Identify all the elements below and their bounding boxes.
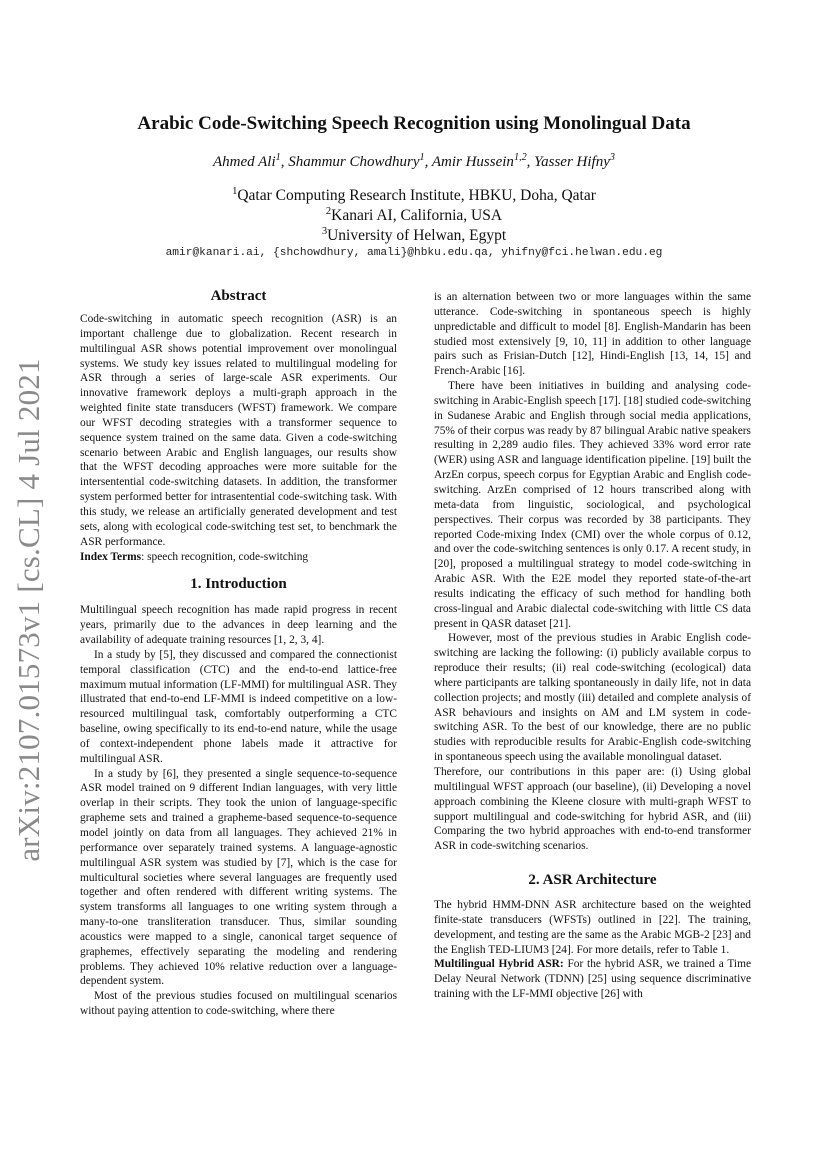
affil-sup: 3 xyxy=(321,225,328,237)
index-terms xyxy=(80,550,397,565)
affil-sup: 2 xyxy=(325,205,332,217)
affiliation xyxy=(0,206,828,226)
right-column xyxy=(434,290,751,1002)
author-name: Ahmed Ali xyxy=(213,154,276,170)
body-paragraph: is an alternation between two or more languages within the same utterance. Code-switching in spontaneous speech is highly unpredictable and difficult to model [8]. English-Mandarin has been studied most extensively [9, 10, 11] in addition to other language pairs such as Frisian-Dutch [12], Hindi-English [13, 14, 15] and French-Arabic [16]. xyxy=(434,291,751,378)
author-name: Yasser Hifny xyxy=(534,154,610,170)
affil-text: Qatar Computing Research Institute, HBKU, Doha, Qatar xyxy=(237,187,596,204)
body-paragraph xyxy=(434,957,751,1002)
author-list: Ahmed Ali$^1$, Shammur Chowdhury$^1$, Amir Hussein$^{1,2}$, Yasser Hifny$^3$ xyxy=(213,152,615,170)
abstract-text: Code-switching in automatic speech recognition (ASR) is an important challenge due to globalization. Recent research in multilingual ASR shows potential improvement over monolingual systems. We study key issues related to multilingual modeling for ASR through a series of large-scale ASR experiments. Our innovative framework deploys a multi-graph approach in the weighted finite state transducers (WFST) framework. We compare our WFST decoding strategies with a transformer sequence to sequence system trained on the same data. Given a code-switching scenario between Arabic and English languages, our results show that the WFST decoding approaches were more suitable for the intersentential code-switching datasets. In addition, the transformer system performed better for intrasentential code-switching task. With this study, we release an artificially generated development and test sets, along with ecological code-switching test set, to benchmark the ASR performance. xyxy=(80,313,397,548)
affil-text: Kanari AI, California, USA xyxy=(331,207,503,224)
arxiv-sidebar-stamp xyxy=(4,358,54,862)
arxiv-id: arXiv:2107.01573v1 [cs.CL] 4 Jul 2021 xyxy=(11,358,46,862)
author-name: Amir Hussein xyxy=(431,154,514,170)
author-sup: 1 xyxy=(275,152,281,163)
author-sup: 3 xyxy=(609,152,615,163)
index-terms-label: Index Terms xyxy=(80,550,142,563)
asr-architecture-heading: 2. ASR Architecture xyxy=(528,872,657,889)
intro-paragraph: Most of the previous studies focused on multilingual scenarios without paying attention to code-switching, where there xyxy=(80,990,397,1018)
intro-paragraph: Multilingual speech recognition has made rapid progress in recent years, primarily due to the advances in deep learning and the availability of adequate training resources [1, 2, 3, 4]. xyxy=(80,604,397,647)
multilingual-hybrid-label: Multilingual Hybrid ASR: xyxy=(434,958,564,971)
body-paragraph: However, most of the previous studies in Arabic English code-switching are lacking the following: (i) publicly available corpus to reproduce their results; (ii) real code-switching (ecological) data where participants are talking spontaneously in daily life, not in data collection projects; and mostly (iii) detailed and complete analysis of ASR behaviours and insights on AM and LM system in code-switching ASR. To the best of our knowledge, there are no public studies with reproducible results for Arabic-English code-switching in spontaneous speech using the available monolingual dataset. xyxy=(434,632,751,764)
intro-paragraph: In a study by [5], they discussed and compared the connectionist temporal classification (CTC) and the end-to-end lattice-free maximum mutual information (LF-MMI) for multilingual ASR. They illustrated that end-to-end LF-MMI is indeed competitive on a low-resourced multilingual task, comfortably outperforming a CTC baseline, owing specifically to its end-to-end nature, while the usage of context-independent phone labels made it attractive for multilingual ASR. xyxy=(80,648,397,765)
abstract-heading: Abstract xyxy=(210,288,267,304)
body-paragraph: There have been initiatives in building and analysing code-switching in Arabic-English speech [17]. [18] studied code-switching in Sudanese Arabic and English through social media applications, 75% of their corpus was ready by 87 bilingual Arabic native speakers resulting in 2,289 audio files. They achieved 33% word error rate (WER) using ASR and language identification pipeline. [19] built the ArzEn corpus, speech corpus for Egyptian Arabic and English code-switching. ArzEn comprised of 12 hours transcribed along with meta-data from linguistic, sociological, and psychological perspectives. Their corpus was recorded by 38 participants. They reported Code-mixing Index (CMI) over the whole corpus of 0.12, and over the code-switching sentences is only 0.17. A recent study, in [20], proposed a multilingual strategy to model code-switching in Arabic ASR. With the E2E model they reported state-of-the-art results indicating the efficacy of such method for handling both cross-lingual and Arabic dialectal code-switching with little CS data present in QASR dataset [21]. xyxy=(434,380,751,630)
index-terms-text: : speech recognition, code-switching xyxy=(141,550,309,563)
affiliations xyxy=(0,186,828,246)
intro-paragraph: In a study by [6], they presented a single sequence-to-sequence ASR model trained on 9 different Indian languages, with very little overlap in their scripts. They took the union of language-specific grapheme sets and trained a grapheme-based sequence-to-sequence model jointly on data from all languages. They achieved 21% in performance over separately trained systems. A language-agnostic multilingual ASR system was studied by [7], which is the case for multicultural societies where several languages are frequently used together and often rendered with different writing systems. The system transforms all languages to one writing system through a many-to-one transliteration transducer. Thus, similar sounding acoustics were mapped to a single, canonical target sequence of graphemes, effectively separating the modeling and rendering problems. They achieved 10% relative reduction over a language-dependent system. xyxy=(80,767,397,988)
contributions-paragraph: Therefore, our contributions in this paper are: (i) Using global multilingual WFST approach (our baseline), (ii) Developing a novel approach combining the Kleene closure with multi-graph WFST to support multilingual and code-switching for hybrid ASR, and (iii) Comparing the two hybrid approaches with end-to-end transformer ASR in code-switching scenarios. xyxy=(434,766,751,853)
body-paragraph: The hybrid HMM-DNN ASR architecture based on the weighted finite-state transducers (WFSTs) outlined in [22]. The training, development, and testing are the same as the Arabic MGB-2 [23] and the English TED-LIUM3 [24]. For more details, refer to Table 1. xyxy=(434,899,751,956)
left-column xyxy=(80,287,397,1019)
author-emails: amir@kanari.ai, {shchowdhury, amali}@hbku.edu.qa, yhifny@fci.helwan.edu.eg xyxy=(165,247,663,259)
intro-heading: 1. Introduction xyxy=(190,576,287,593)
affil-sup: 1 xyxy=(232,185,238,197)
affiliation xyxy=(0,226,828,246)
multilingual-hybrid-text: For the hybrid ASR, we trained a Time Delay Neural Network (TDNN) [25] using sequence discriminative training with the LF-MMI objective [26] with xyxy=(434,958,752,1001)
paper-title: Arabic Code-Switching Speech Recognition using Monolingual Data xyxy=(137,113,691,134)
author-name: Shammur Chowdhury xyxy=(288,154,420,170)
affil-text: University of Helwan, Egypt xyxy=(327,227,507,244)
author-sup: 1,2 xyxy=(513,152,527,163)
author-sup: 1 xyxy=(419,152,425,163)
affiliation xyxy=(0,186,828,206)
